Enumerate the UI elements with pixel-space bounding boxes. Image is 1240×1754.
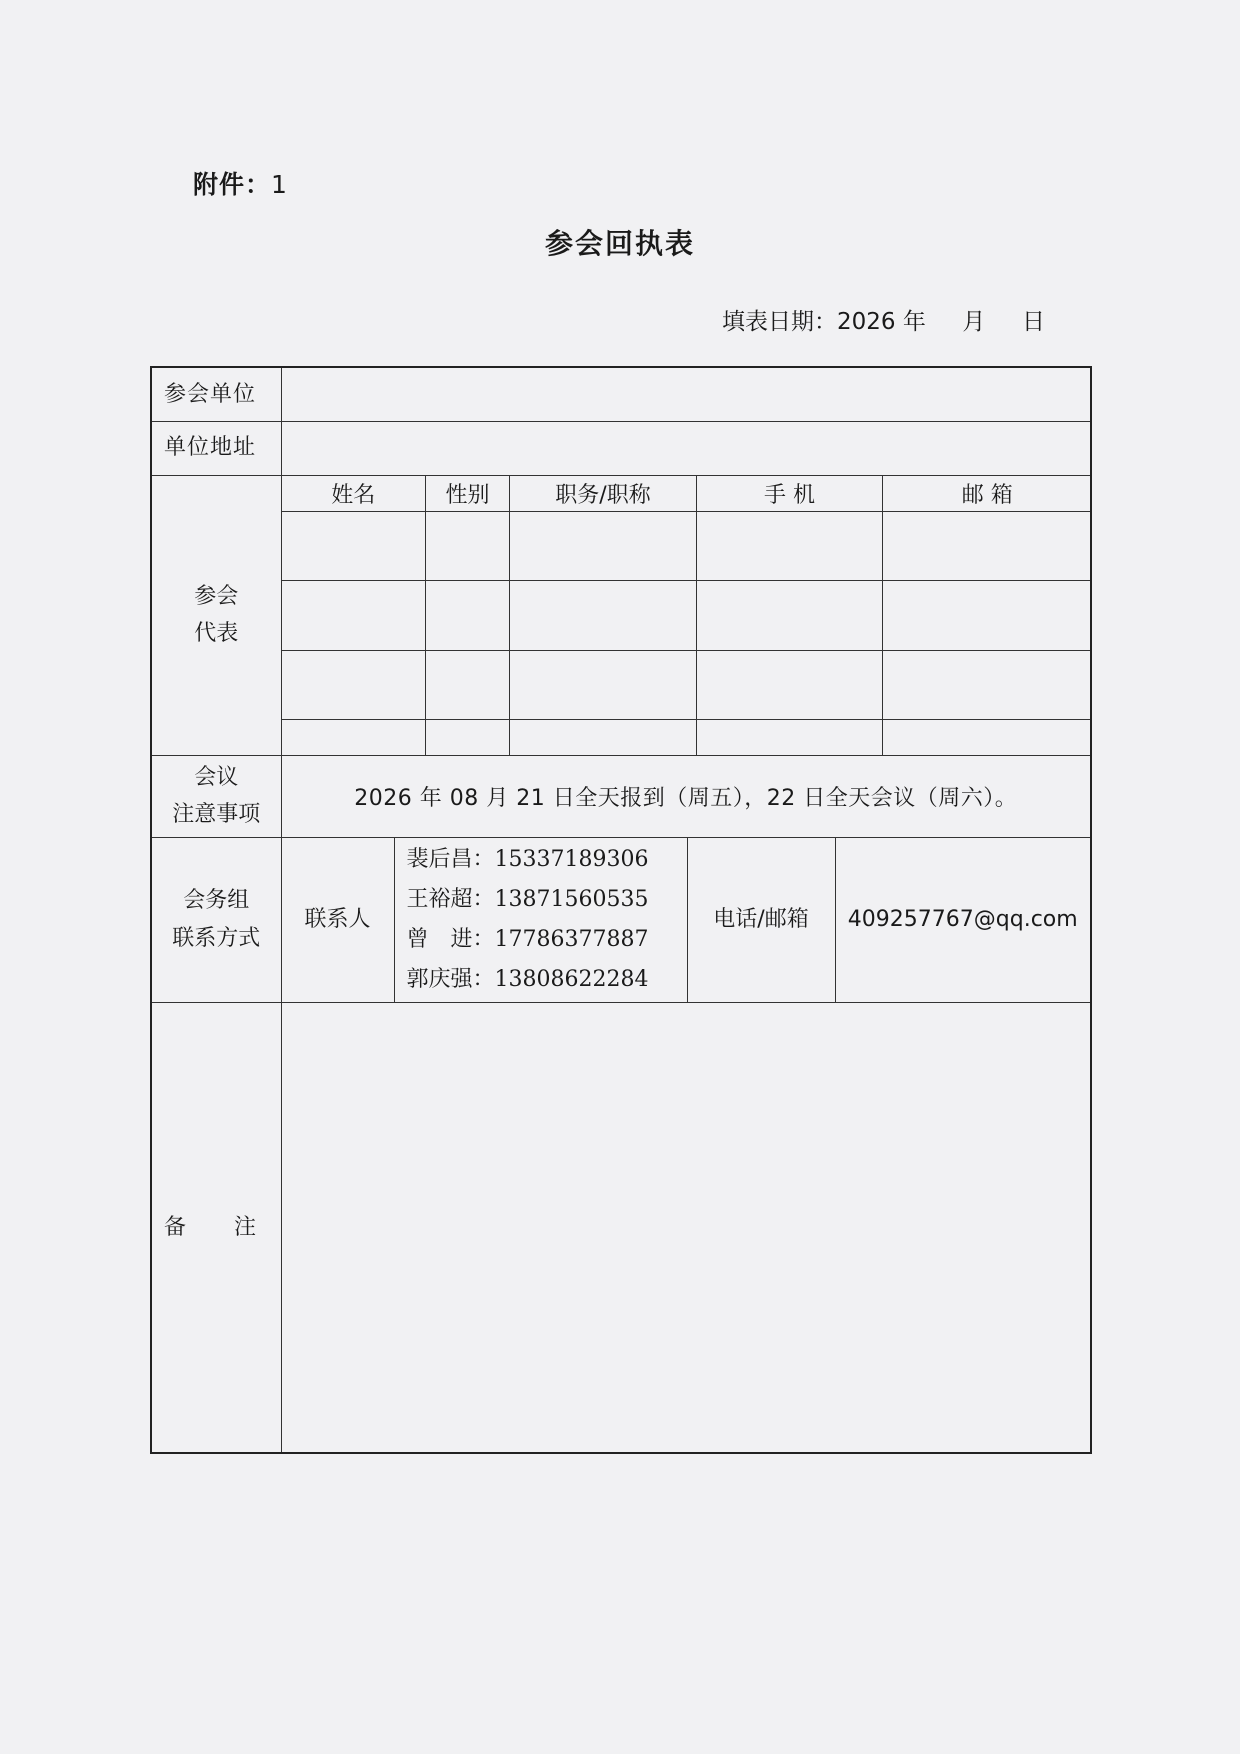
rep-gender-cell[interactable] — [426, 720, 510, 755]
representative-row — [282, 650, 1092, 719]
rep-gender-cell[interactable] — [426, 650, 510, 719]
header-name: 姓名 — [282, 476, 426, 512]
representative-row — [282, 581, 1092, 650]
contact-person: 曾 进：17786377887 — [406, 926, 649, 952]
representatives-label: 参会 代表 — [151, 475, 281, 755]
rep-email-cell[interactable] — [883, 581, 1092, 650]
representatives-grid — [282, 476, 1092, 755]
address-row — [151, 421, 1091, 475]
fill-date — [722, 303, 1045, 336]
rep-name-cell[interactable] — [282, 581, 426, 650]
rep-name-cell[interactable] — [282, 720, 426, 755]
rep-mobile-cell[interactable] — [697, 650, 883, 719]
header-mobile: 手 机 — [697, 476, 883, 512]
rep-mobile-cell[interactable] — [697, 581, 883, 650]
representatives-row — [151, 475, 1091, 755]
representative-row — [282, 512, 1092, 581]
header-email: 邮 箱 — [883, 476, 1092, 512]
representatives-header-row — [282, 476, 1092, 512]
rep-email-cell[interactable] — [883, 650, 1092, 719]
address-input-cell[interactable] — [281, 421, 1091, 475]
rep-mobile-cell[interactable] — [697, 512, 883, 581]
contact-person: 郭庆强：13808622284 — [406, 966, 649, 992]
rep-position-cell[interactable] — [510, 512, 697, 581]
remarks-row — [151, 1002, 1091, 1453]
unit-input-cell[interactable] — [281, 367, 1091, 421]
address-label: 单位地址 — [151, 421, 281, 475]
contact-row — [151, 837, 1091, 1002]
header-gender: 性别 — [426, 476, 510, 512]
fill-date-label: 填表日期： — [722, 309, 837, 335]
rep-position-cell[interactable] — [510, 720, 697, 755]
contact-label: 会务组 联系方式 — [151, 837, 281, 1002]
contact-email: 409257767@qq.com — [835, 837, 1091, 1002]
rep-position-cell[interactable] — [510, 581, 697, 650]
unit-label: 参会单位 — [151, 367, 281, 421]
contact-person: 裴后昌：15337189306 — [406, 846, 649, 872]
representative-row — [282, 720, 1092, 755]
rep-mobile-cell[interactable] — [697, 720, 883, 755]
attachment-label: 附件：1 — [193, 170, 288, 199]
unit-row — [151, 367, 1091, 421]
rep-name-cell[interactable] — [282, 650, 426, 719]
phone-email-label: 电话/邮箱 — [687, 837, 835, 1002]
fill-date-month: 月 — [962, 309, 986, 335]
remarks-input-cell[interactable] — [281, 1002, 1091, 1453]
notice-label: 会议 注意事项 — [151, 755, 281, 837]
notice-text: 2026 年 08 月 21 日全天报到（周五），22 日全天会议（周六）。 — [281, 755, 1091, 837]
receipt-form-table — [150, 366, 1092, 1454]
rep-position-cell[interactable] — [510, 650, 697, 719]
contact-person-label: 联系人 — [281, 837, 394, 1002]
representatives-grid-cell — [281, 475, 1091, 755]
contact-person: 王裕超：13871560535 — [406, 886, 649, 912]
rep-name-cell[interactable] — [282, 512, 426, 581]
remarks-label: 备 注 — [151, 1002, 281, 1453]
contact-people-list — [394, 837, 687, 1002]
header-position: 职务/职称 — [510, 476, 697, 512]
rep-gender-cell[interactable] — [426, 581, 510, 650]
fill-date-year: 2026 年 — [837, 309, 926, 335]
rep-gender-cell[interactable] — [426, 512, 510, 581]
rep-email-cell[interactable] — [883, 512, 1092, 581]
fill-date-day: 日 — [1021, 309, 1045, 335]
rep-email-cell[interactable] — [883, 720, 1092, 755]
notice-row — [151, 755, 1091, 837]
page-title: 参会回执表 — [544, 227, 695, 260]
